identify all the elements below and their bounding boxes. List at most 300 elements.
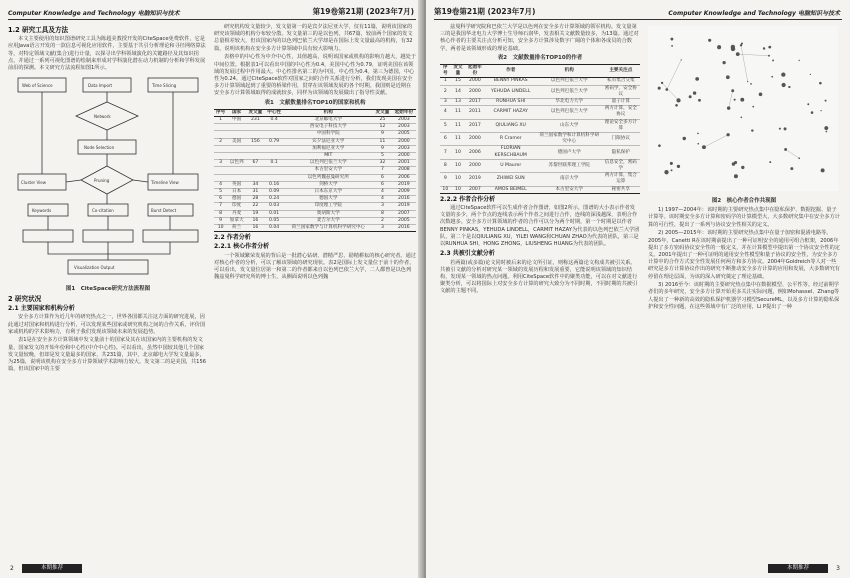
footer-label: 本期推荐 [768,564,828,573]
table-cell: 15 [451,78,466,85]
network-node [750,83,752,85]
table-cell: 67 [246,160,265,167]
table-cell: 10 [214,224,227,231]
table-header-cell: 序号 [440,65,451,78]
table-cell: 加拿大 [227,217,246,224]
table-cell: 5 [214,188,227,195]
table-cell: 25 [373,116,392,123]
network-node [727,106,730,109]
network-node [731,45,735,49]
table-header-cell: 作者 [485,65,537,78]
network-node [708,39,711,42]
table-cell: 2007 [465,186,484,193]
footer-label: 本期推荐 [22,564,82,573]
network-node [689,95,692,98]
table-cell: 两方计算，集合运算 [602,173,640,186]
network-node [658,87,661,90]
table-cell: 2000 [392,152,416,159]
table-cell [246,174,265,181]
svg-text:Keywords: Keywords [32,207,52,213]
table-cell: 奥胡斯大学 [283,210,373,217]
table-row [214,188,416,195]
table-cell: 本古里安大学 [537,186,602,193]
network-edge [741,45,748,81]
table-cell: 0.16 [265,181,284,188]
figure-caption: 图1 CiteSpace研究方法流程图 [65,285,151,292]
network-node [741,117,743,119]
right-page [426,0,850,578]
table-cell: 3 [373,203,392,210]
table-row [214,210,416,217]
table-header-cell: 发文量 [451,65,466,78]
table-cell: FLORIAN KERSCHBAUM [485,146,537,159]
table-cell [246,145,265,152]
table-cell [265,145,284,152]
table-cell: 0.1 [265,160,284,167]
table-cell: ZHIWEI SUN [485,173,537,186]
subsection-heading: 2.1 主要国家和机构分析 [8,305,75,313]
table-cell: 印度理工学院 [283,203,373,210]
table-header-cell: 发文量 [246,109,265,116]
table-cell: 4 [373,188,392,195]
table-cell: 以色列巴依兰大学 [537,106,602,119]
table-cell: 19 [246,210,265,217]
table-cell: 11 [451,119,466,132]
network-node [782,83,786,87]
table-cell: 12 [373,124,392,131]
network-node [819,82,822,85]
network-edge [667,60,681,90]
table-cell: 0.03 [265,203,284,210]
table-cell: 0.79 [265,138,284,145]
table-row [214,217,416,224]
network-node [661,82,663,84]
table-cell: 量子计算 [602,99,640,106]
table-cell: 两方计算，安全协议 [602,106,640,119]
table-cell: 0.09 [265,188,284,195]
table-row [214,224,416,231]
table-cell: 2007 [392,210,416,217]
network-node [697,133,699,135]
table-cell: BENNY PINKAS [485,78,537,85]
network-node [676,98,680,102]
table-row [440,78,640,85]
network-node [717,45,721,49]
svg-text:Data Import: Data Import [88,82,113,88]
table-cell: 5 [373,152,392,159]
issue-info: 第19卷第21期 (2023年7月) [312,7,414,16]
table-cell: 10 [451,186,466,193]
network-node [781,73,785,77]
table-caption: 表1 文献数量排名TOP10的国家和机构 [264,99,366,106]
table-cell: 以色列魏兹曼研究所 [283,174,373,181]
table-cell: 宾夕法尼亚大学 [283,138,373,145]
network-node [740,98,744,102]
table-cell: 34 [246,181,265,188]
table-cell: 16 [246,224,265,231]
table-cell: QIULIANG XU [485,119,537,132]
table-cell: 2000 [465,133,484,146]
paragraph: 通过CiteSpace软件可以生成作者合作图谱，如图2所示，图谱的大小表示作者发文量的多少，两个节点的连线表示两个作者之间进行合作，连线的深浅越深，表明合作次数越多。安全多方计算领域的作者的合作可以分为两个时期，第一个时期是以作者BENNY PINKAS，YEHUDA LINDELL，CARMIT HAZAY为代表的以色列巴依兰大学团队，第二个是以QIULIANG XU，YILEI WANG和CHUAN ZHAO为代表的团队，第三是以RUNHUA SHI，HONG ZHONG，LIUSHENG HUANG为代表的团队。 [440,205,640,248]
network-node [670,162,673,165]
table-header-cell: 发文量 [373,109,392,116]
journal-name: Computer Knowledge and Technology 电脑知识与技术 [668,10,840,17]
network-node [769,161,771,163]
table-row [214,160,416,167]
table-cell: RUNHUA SHI [485,99,537,106]
table-cell: 11 [451,106,466,119]
svg-text:Pruning: Pruning [94,177,110,183]
table-row [214,138,416,145]
network-node [726,75,730,79]
table-cell [265,131,284,138]
table-cell: 加利福尼亚大学 [283,145,373,152]
network-node [677,165,680,168]
table-cell: 1 [440,78,451,85]
table-cell [214,167,227,174]
table-cell: 山东大学 [537,119,602,132]
table-cell: 中国 [227,116,246,123]
page-number: 3 [836,565,840,572]
table-cell: 德国卢大学 [537,146,602,159]
table-cell: 3 [373,224,392,231]
table-cell [214,124,227,131]
table-caption: 表2 文献数量排名TOP10的作者 [497,54,583,61]
network-node [811,111,814,114]
table-cell: 2016 [392,196,416,203]
table-cell: 剑桥大学 [283,181,373,188]
table-cell: 6 [214,196,227,203]
table-cell: 2011 [465,106,484,119]
table-cell [246,152,265,159]
table-row [214,174,416,181]
network-node [784,127,787,130]
table-cell [227,174,246,181]
table-cell: 6 [440,133,451,146]
table-cell [246,124,265,131]
table-row [214,196,416,203]
network-node [722,61,725,64]
table-header-cell: 国家 [227,109,246,116]
table-cell: 10 [451,146,466,159]
table-cell: 14 [451,85,466,98]
table-cell [246,167,265,174]
table-cell: 密码学，安全协议 [602,85,640,98]
citespace-flowchart [8,74,208,284]
table-cell: 10 [440,186,451,193]
table-cell: 苏黎世联邦理工学院 [537,159,602,172]
table-cell: 1 [214,116,227,123]
table-cell: 4 [440,106,451,119]
network-graph [648,26,838,191]
table-cell: 4 [214,181,227,188]
network-node [664,170,668,174]
table-cell: 麦吉尔大学 [283,217,373,224]
network-node [741,166,744,169]
page-number: 2 [10,565,14,572]
table-header-row [440,65,640,78]
network-node [675,104,678,107]
table-cell: 8 [214,210,227,217]
network-node [779,128,781,130]
table-cell: 中国科学院 [283,131,373,138]
table-cell: 荷兰 [227,224,246,231]
table-cell: 2000 [465,159,484,172]
network-node [697,143,699,145]
paragraph: 1) 1997—2004年：该时期的主要研究热点集中在隐私保护、数据挖掘、量子计算等。该时期安全多方计算和密码学的计算模型大，大多数研究集中在安全多方计算的可行性，提出了一系列与协议安全性相关的定义。 [648,207,840,228]
right-column-1 [440,24,640,558]
table-cell: 日本东京大学 [283,188,373,195]
section-heading: 1.2 研究工具及方法 [8,26,69,34]
table-header-cell: 主要关注点 [602,65,640,78]
table-row [440,106,640,119]
table-cell: 英国 [227,181,246,188]
network-node [759,92,763,96]
header-rule [434,19,842,20]
table-cell [214,174,227,181]
network-edge [704,135,728,147]
network-node [826,131,828,133]
table-cell [227,145,246,152]
network-node [731,89,734,92]
table-cell: 南京大学 [537,173,602,186]
table-row [214,145,416,152]
network-node [665,88,668,91]
svg-text:Timeline View: Timeline View [151,179,179,185]
table-cell: 2006 [392,174,416,181]
left-page-header [0,6,424,18]
paragraph: 本文主要使用的知识图谱研究工具为陈超美教授开发的CiteSpace免费软件，它是应用Java语言开发的一款信息可视化应用软件，主要基于共引分析理论和寻径网络算法等，对特定领域文献(集合)进行计量，以探寻出学科领域演化的关键路径及其知识拐点，并通过一系列可视化图谱的绘制来形成对学科演化潜在动力机制的分析和学科发展前沿的探测。本文研究方法流程如图1所示。 [8,36,206,72]
table-row [214,124,416,131]
table-cell: 9 [214,217,227,224]
table-row [440,133,640,146]
table-cell: 北京邮电大学 [283,116,373,123]
table-cell: 28 [246,196,265,203]
network-node [807,103,809,105]
table-cell: 7 [373,167,392,174]
paragraph: 2) 2005—2015年：该时期的主要研究热点集中在量子加密和混淆电路等。2005年，Canetti R在该时期前提出了一种可证明安全的通用可组合框架，2006年提出了多方密码协议安全性的一般定义，并在计算模型中提出第一个协议安全性的定义。2001年提出了一种可证明的通用安全性模型和量子协议的安全性，为安全多方计算中的合作方式安全性发展任何两方和多方协议。2004年Goldreich等人对一些研究是多方计算协议作出的研究不断推动安全多方计算的应用和发展，大多数研究有停留在理论层面，为该的深入研究奠定了理论基础。 [648,230,840,280]
table-row [440,146,640,159]
network-node [799,60,800,61]
table-cell: 2000 [465,78,484,85]
table-cell: 9 [373,131,392,138]
table-cell [214,152,227,159]
table-cell: 隐私保护 [602,146,640,159]
table-cell: 荷兰国家数学和计算机科学研究中心 [537,133,602,146]
table-row [214,181,416,188]
network-node [683,137,686,140]
table-cell: 2019 [465,173,484,186]
table-cell: 32 [373,160,392,167]
table-cell [227,131,246,138]
table-cell: 本古里安大学 [283,167,373,174]
table-row [214,116,416,123]
table-cell: 2019 [392,203,416,210]
network-node [658,144,661,147]
left-column-2 [214,24,416,558]
network-edge [662,83,678,100]
table-cell: 10 [451,173,466,186]
table-cell: 22 [246,203,265,210]
svg-text:Time Slicing: Time Slicing [152,82,177,88]
table-header-cell: 起始年份 [465,65,484,78]
table-cell: 11 [451,133,466,146]
table-cell: 荷兰国家数学与计算机科学研究中心 [283,224,373,231]
subsection-heading: 2.2.1 核心作者分析 [214,243,270,251]
network-node [671,169,673,171]
table-cell: 231 [246,116,265,123]
network-node [771,76,773,78]
table-cell: 8 [440,159,451,172]
table-cell: 0.4 [265,116,284,123]
svg-text:Network: Network [94,113,111,119]
network-node [736,52,740,56]
table-cell: 4 [373,196,392,203]
table-header-cell: 机构 [537,65,602,78]
table-row [440,99,640,106]
table-cell: 信息安全，密码学 [602,159,640,172]
network-node [820,110,821,111]
table-cell: 2 [440,85,451,98]
network-edge [738,54,769,56]
paragraph: 表格中的中心性为中介中心性，其值越高，说明该国家或机构的影响力越大，越处于中间位置。根据表1可以看出中国的中心性为0.4，美国中心性为0.79，证明美国在该领域的发展过程中作用最大。中心性排名第二的为中国，中心性为0.4。第三为德国，中心性为0.24。通过CiteSpace软件对国家之间的合作关系进行分析，我们发现美国在安全多方计算领域起到了重要的桥梁作用，贯穿在该领域发展的各个时期。我国则是近期在安全多方计算领域取得的成就较多，同样为该领域的发展做出了指导性贡献。 [214,54,416,97]
table-cell: 5 [440,119,451,132]
paragraph: 3) 2016至今：该时期的主要研究热点集中在数据模型、公平性等。经过前期学者们的多年研究，安全多方计算开始更多关注实际问题，例如Mohassel、Zhang等人提出了一种新的高效的隐私保护机器学习模型SecureML，以及多方计算的隐私保护和安全性问题，在这些领域中有广泛的应用，Li P提出了一种 [648,282,840,310]
table-row [440,173,640,186]
author-cooccurrence-network [648,26,838,191]
table-cell: 9 [440,173,451,186]
table-cell: 2008 [392,167,416,174]
table-cell: 6 [373,174,392,181]
table-cell: 2003 [392,116,416,123]
table-cell: 德国 [227,196,246,203]
svg-text:Co-citation: Co-citation [92,207,114,213]
table-row [440,119,640,132]
network-node [784,148,787,151]
network-node [768,46,771,49]
table-cell: 美国 [227,138,246,145]
table-cell: 13 [451,99,466,106]
network-node [734,99,736,101]
table-cell: 7 [440,146,451,159]
network-node [740,44,742,46]
left-column-1 [8,24,208,558]
network-node [768,55,770,57]
table-cell: 0.24 [265,196,284,203]
table-cell: 以色列 [227,160,246,167]
table-cell: 0.04 [265,224,284,231]
table-cell: 2000 [392,138,416,145]
table-cell [214,145,227,152]
table-cell [265,152,284,159]
svg-text:Node Selection: Node Selection [84,144,115,150]
network-node [732,162,736,166]
table-cell: 秘密共享 [602,186,640,193]
country-institution-table [214,109,416,232]
table-cell: 2001 [392,160,416,167]
table-cell: 3 [214,160,227,167]
issue-info: 第19卷第21期 (2023年7月) [434,7,536,16]
network-node [726,133,729,136]
table-cell: 2 [214,138,227,145]
paragraph: 若两篇(或多篇)论文同时被后来的论文所引证，则称这两篇论文构成共被引关系。共被引文献的分析对研究某一领域的发展历程和发展重要，它能说明该领域的知识结构，发现某一领域的热点问题。利用CiteSpace软件中的聚类功能，可以在对文献进行聚类分析，可以将国际上对安全多方计算的研究大致分为不同时期，不同时期的共被引文献的主题不同。 [440,259,638,295]
table-cell: 2005 [392,131,416,138]
table-cell: 2003 [392,124,416,131]
network-node [821,168,825,172]
table-header-row [214,109,416,116]
table-row [214,167,416,174]
journal-name: Computer Knowledge and Technology 电脑知识与技术 [8,10,180,17]
table-cell: 印度 [227,203,246,210]
table-row [214,203,416,210]
table-cell: 2009 [392,188,416,195]
network-node [702,145,706,149]
table-header-cell: 中心性 [265,109,284,116]
table-cell: AMOS BEIMEL [485,186,537,193]
table-cell: 2019 [392,181,416,188]
network-node [695,77,699,81]
table-cell: 私有集合交集 [602,78,640,85]
network-edge [786,149,800,158]
network-node [752,106,754,108]
table-cell [227,152,246,159]
network-node [810,74,811,75]
table-cell: 11 [373,138,392,145]
table-cell: 以色列巴依兰大学 [537,78,602,85]
table-row [440,186,640,193]
table-cell: 2017 [465,119,484,132]
table-cell: 德国大学 [283,196,373,203]
table-cell: 门限协议 [602,133,640,146]
table-cell: 以色列巴依兰大学 [537,85,602,98]
svg-text:Cluster View: Cluster View [21,179,46,185]
table-cell [227,167,246,174]
table-cell: 丹麦 [227,210,246,217]
paragraph: 研究机构发文量较少，发文量第一的是宾夕法尼亚大学，仅有11篇，说明该国家的研究该领域的机构分布较分散。发文量第三的是以色列，共67篇，较前两个国家的发文总量相差较大，但该国家内的以色列巴依兰大学却是在国际上发文量最高的机构，有32篇，说明该机构在安全多方计算领域中具有较大影响力。 [214,24,413,52]
table-cell: 日本 [227,188,246,195]
svg-text:Visualization Output: Visualization Output [74,264,115,270]
table-cell: 3 [440,99,451,106]
network-node [671,45,673,47]
table-cell: CARMIT HAZAY [485,106,537,119]
network-node [681,59,682,60]
table-cell: 2017 [465,99,484,106]
table-row [214,152,416,159]
table-cell: 0.01 [265,210,284,217]
table-cell: 2000 [465,85,484,98]
network-node [824,126,828,130]
table-row [440,85,640,98]
left-page [0,0,424,578]
table-cell: 2003 [392,145,416,152]
network-node [763,47,765,49]
table-cell: 西安电子科技大学 [283,124,373,131]
table-cell: U Maurer [485,159,537,172]
table-cell: 7 [214,203,227,210]
table-cell: 2 [373,217,392,224]
paragraph: 安全多方计算作为近几年的研究热点之一，世界各国都关注这方面的研究进展，因此通过对国家和机构进行分析，可以发现某些国家或研究机构之间的合作关系，评价国家或机构的学术影响力，有利于我们发现该领域未来的发展趋势。 [8,314,206,335]
network-node [772,60,774,62]
subsection-heading: 2.2.2 作者合作分析 [440,195,496,203]
table-cell [246,131,265,138]
network-node [788,86,790,88]
network-node [751,129,753,131]
table-row [214,131,416,138]
table-cell: 2006 [465,146,484,159]
network-node [747,81,748,82]
table-cell: 0.05 [265,217,284,224]
table-cell: R Cramer [485,133,537,146]
